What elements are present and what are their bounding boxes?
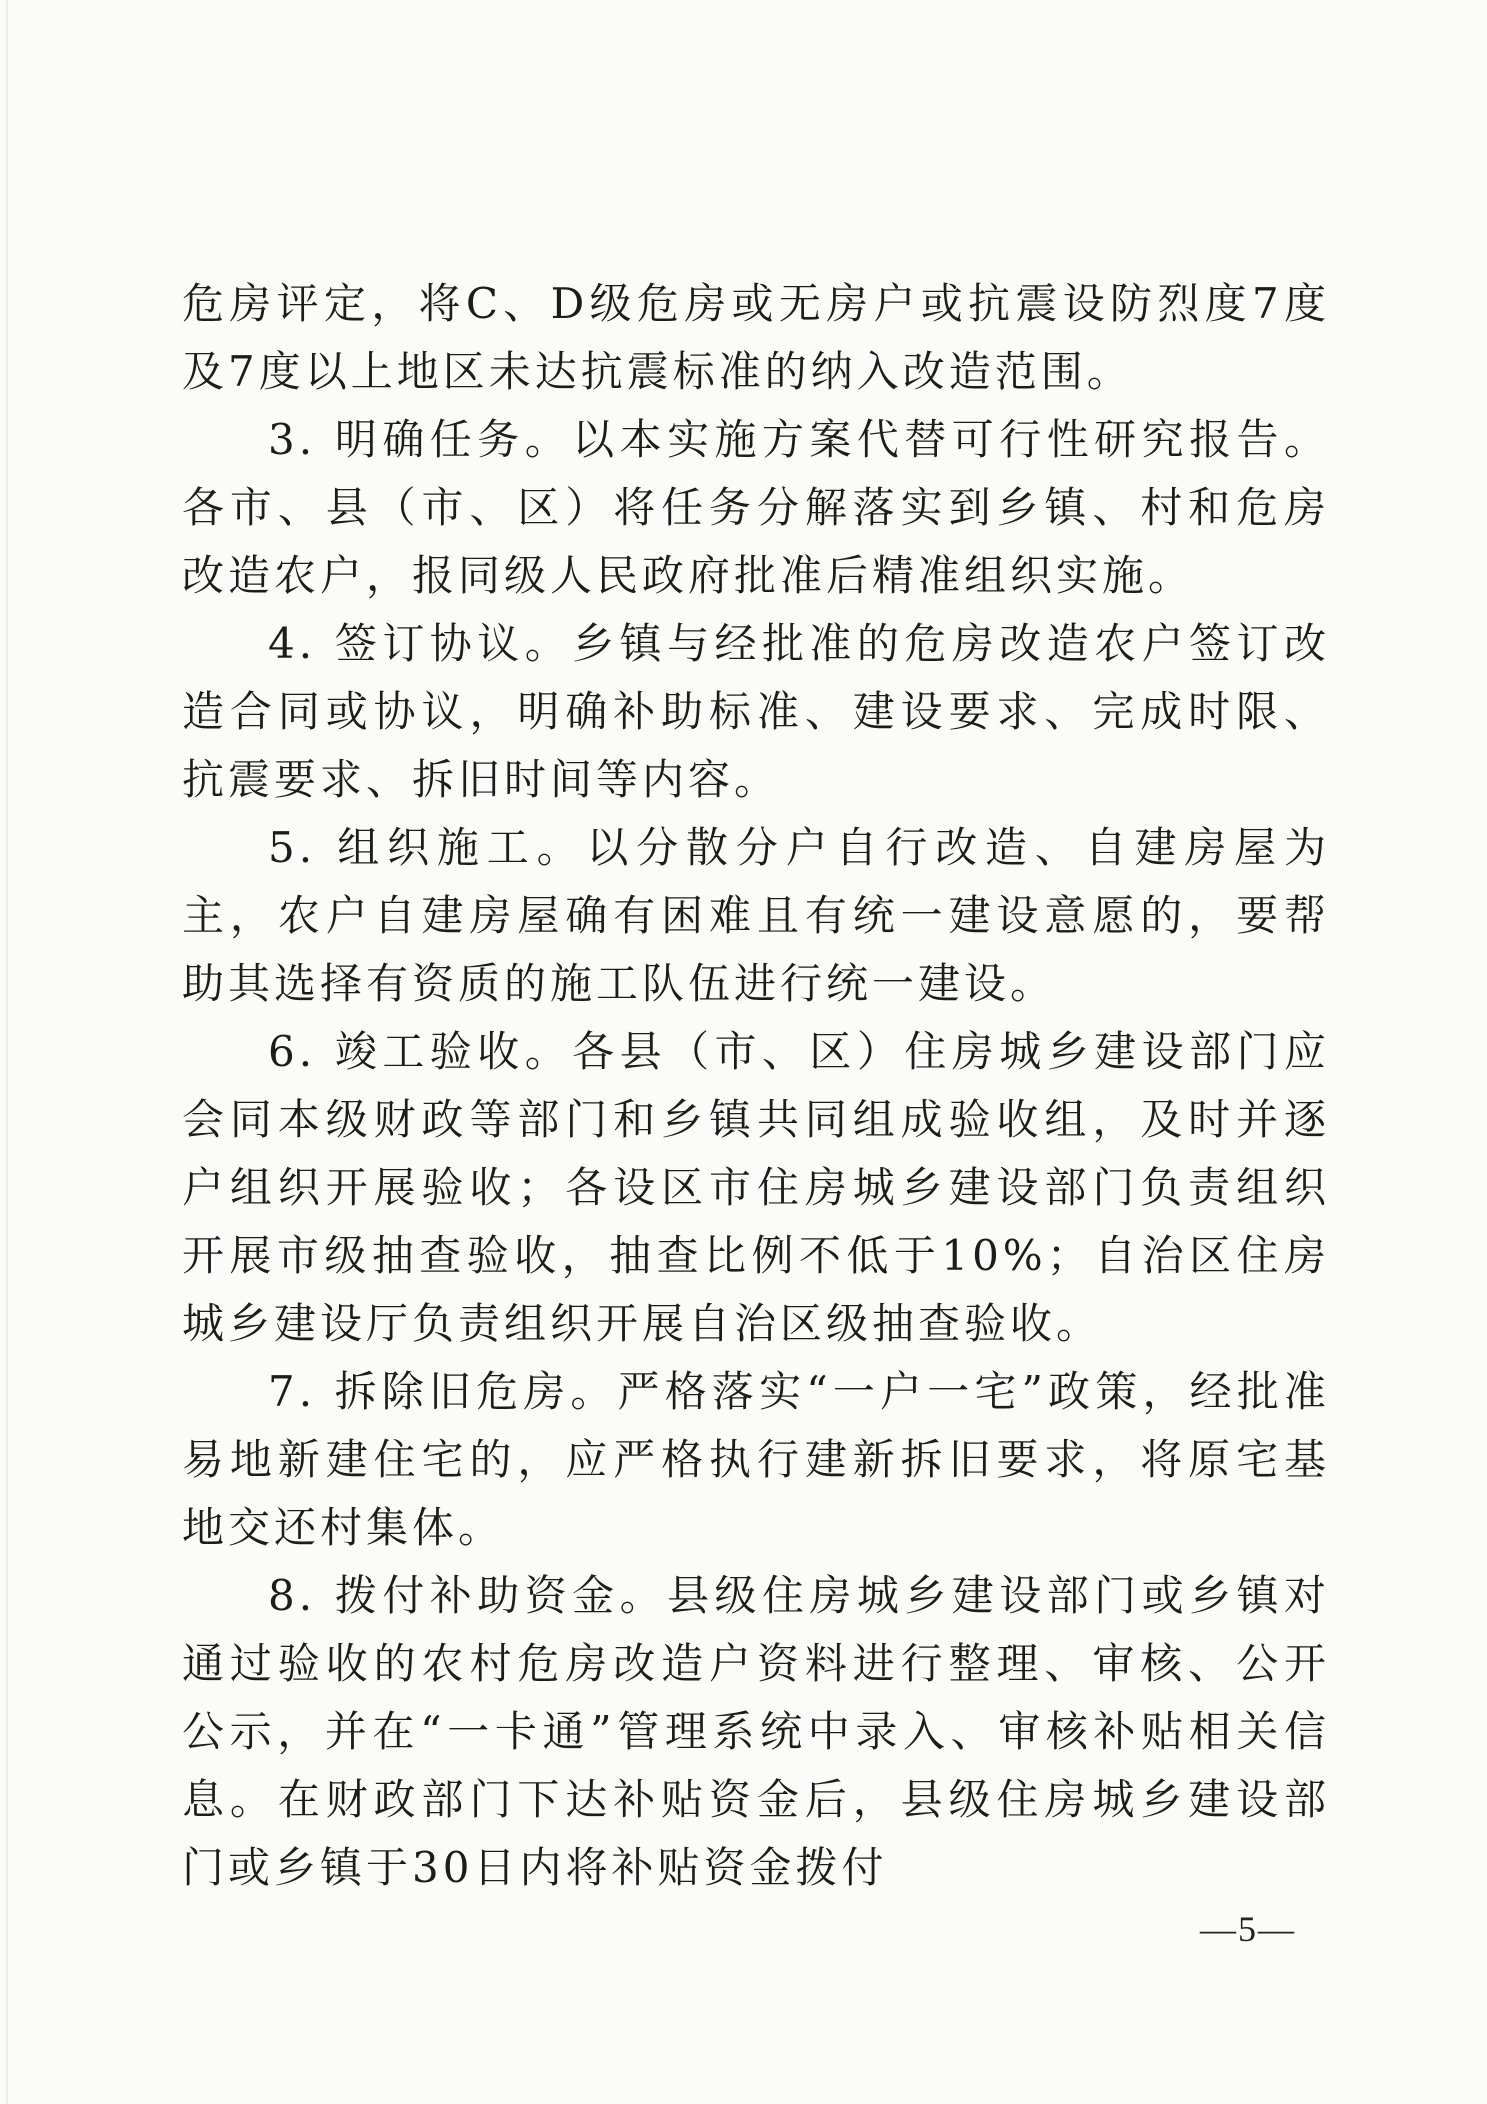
paragraph-item-8: 8. 拨付补助资金。县级住房城乡建设部门或乡镇对通过验收的农村危房改造户资料进行整理、审核、公开公示，并在“一卡通”管理系统中录入、审核补贴相关信息。在财政部门下达补贴资金后，县级住房城乡建设部门或乡镇于30日内将补贴资金拨付: [182, 1571, 1330, 1892]
paragraph-item-4: 4. 签订协议。乡镇与经批准的危房改造农户签订改造合同或协议，明确补助标准、建设要求、完成时限、抗震要求、拆旧时间等内容。: [182, 619, 1330, 804]
paragraph-item-6: 6. 竣工验收。各县（市、区）住房城乡建设部门应会同本级财政等部门和乡镇共同组成验收组，及时并逐户组织开展验收；各设区市住房城乡建设部门负责组织开展市级抽查验收，抽查比例不低于10%；自治区住房城乡建设厅负责组织开展自治区级抽查验收。: [182, 1027, 1330, 1348]
paragraph-item-7: 7. 拆除旧危房。严格落实“一户一宅”政策，经批准易地新建住宅的，应严格执行建新拆旧要求，将原宅基地交还村集体。: [182, 1367, 1330, 1552]
page-number: —5—: [1200, 1909, 1296, 1949]
body-text: [182, 270, 1330, 1902]
paragraph-continuation: 危房评定，将C、D级危房或无房户或抗震设防烈度7度及7度以上地区未达抗震标准的纳入改造范围。: [182, 279, 1330, 396]
paragraph-item-5: 5. 组织施工。以分散分户自行改造、自建房屋为主，农户自建房屋确有困难且有统一建设意愿的，要帮助其选择有资质的施工队伍进行统一建设。: [182, 823, 1330, 1008]
paragraph-item-3: 3. 明确任务。以本实施方案代替可行性研究报告。各市、县（市、区）将任务分解落实到乡镇、村和危房改造农户，报同级人民政府批准后精准组织实施。: [182, 415, 1330, 600]
scan-edge-line: [6, 0, 8, 2104]
